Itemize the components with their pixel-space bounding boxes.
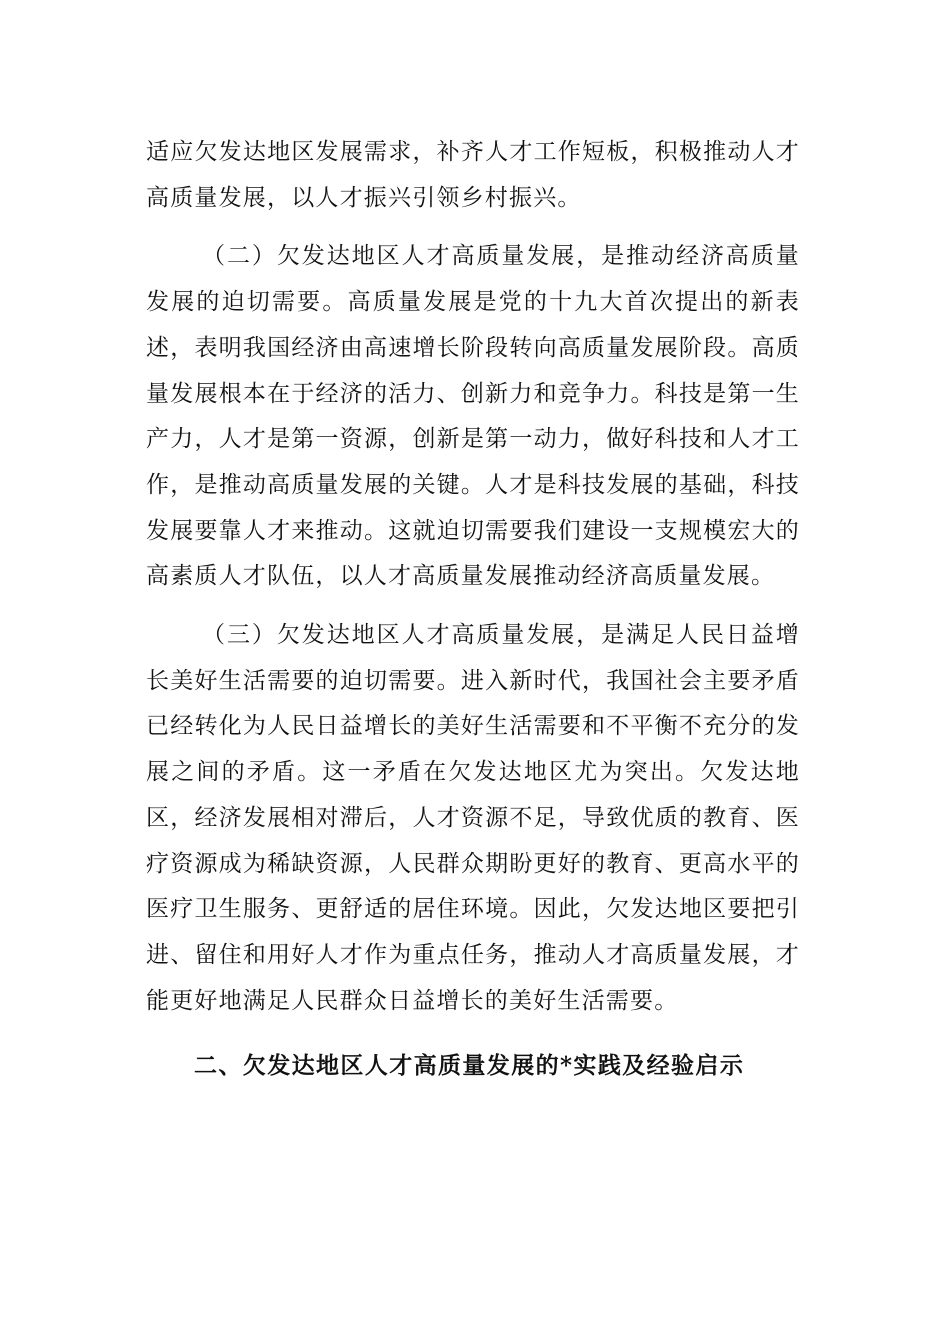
- paragraph-continuation: 适应欠发达地区发展需求，补齐人才工作短板，积极推动人才高质量发展，以人才振兴引领乡村振兴。: [146, 139, 800, 211]
- paragraph-point-three: （三）欠发达地区人才高质量发展，是满足人民日益增长美好生活需要的迫切需要。进入新时代，我国社会主要矛盾已经转化为人民日益增长的美好生活需要和不平衡不充分的发展之间的矛盾。这一矛盾在欠发达地区尤为突出。欠发达地区，经济发展相对滞后，人才资源不足，导致优质的教育、医疗资源成为稀缺资源，人民群众期盼更好的教育、更高水平的医疗卫生服务、更舒适的居住环境。因此，欠发达地区要把引进、留住和用好人才作为重点任务，推动人才高质量发展，才能更好地满足人民群众日益增长的美好生活需要。: [146, 622, 800, 1014]
- paragraph-point-two: （二）欠发达地区人才高质量发展，是推动经济高质量发展的迫切需要。高质量发展是党的十九大首次提出的新表述，表明我国经济由高速增长阶段转向高质量发展阶段。高质量发展根本在于经济的活力、创新力和竞争力。科技是第一生产力，人才是第一资源，创新是第一动力，做好科技和人才工作，是推动高质量发展的关键。人才是科技发展的基础，科技发展要靠人才来推动。这就迫切需要我们建设一支规模宏大的高素质人才队伍，以人才高质量发展推动经济高质量发展。: [146, 243, 800, 590]
- section-heading: 二、欠发达地区人才高质量发展的*实践及经验启示: [194, 1052, 745, 1080]
- document-body: [146, 130, 800, 1089]
